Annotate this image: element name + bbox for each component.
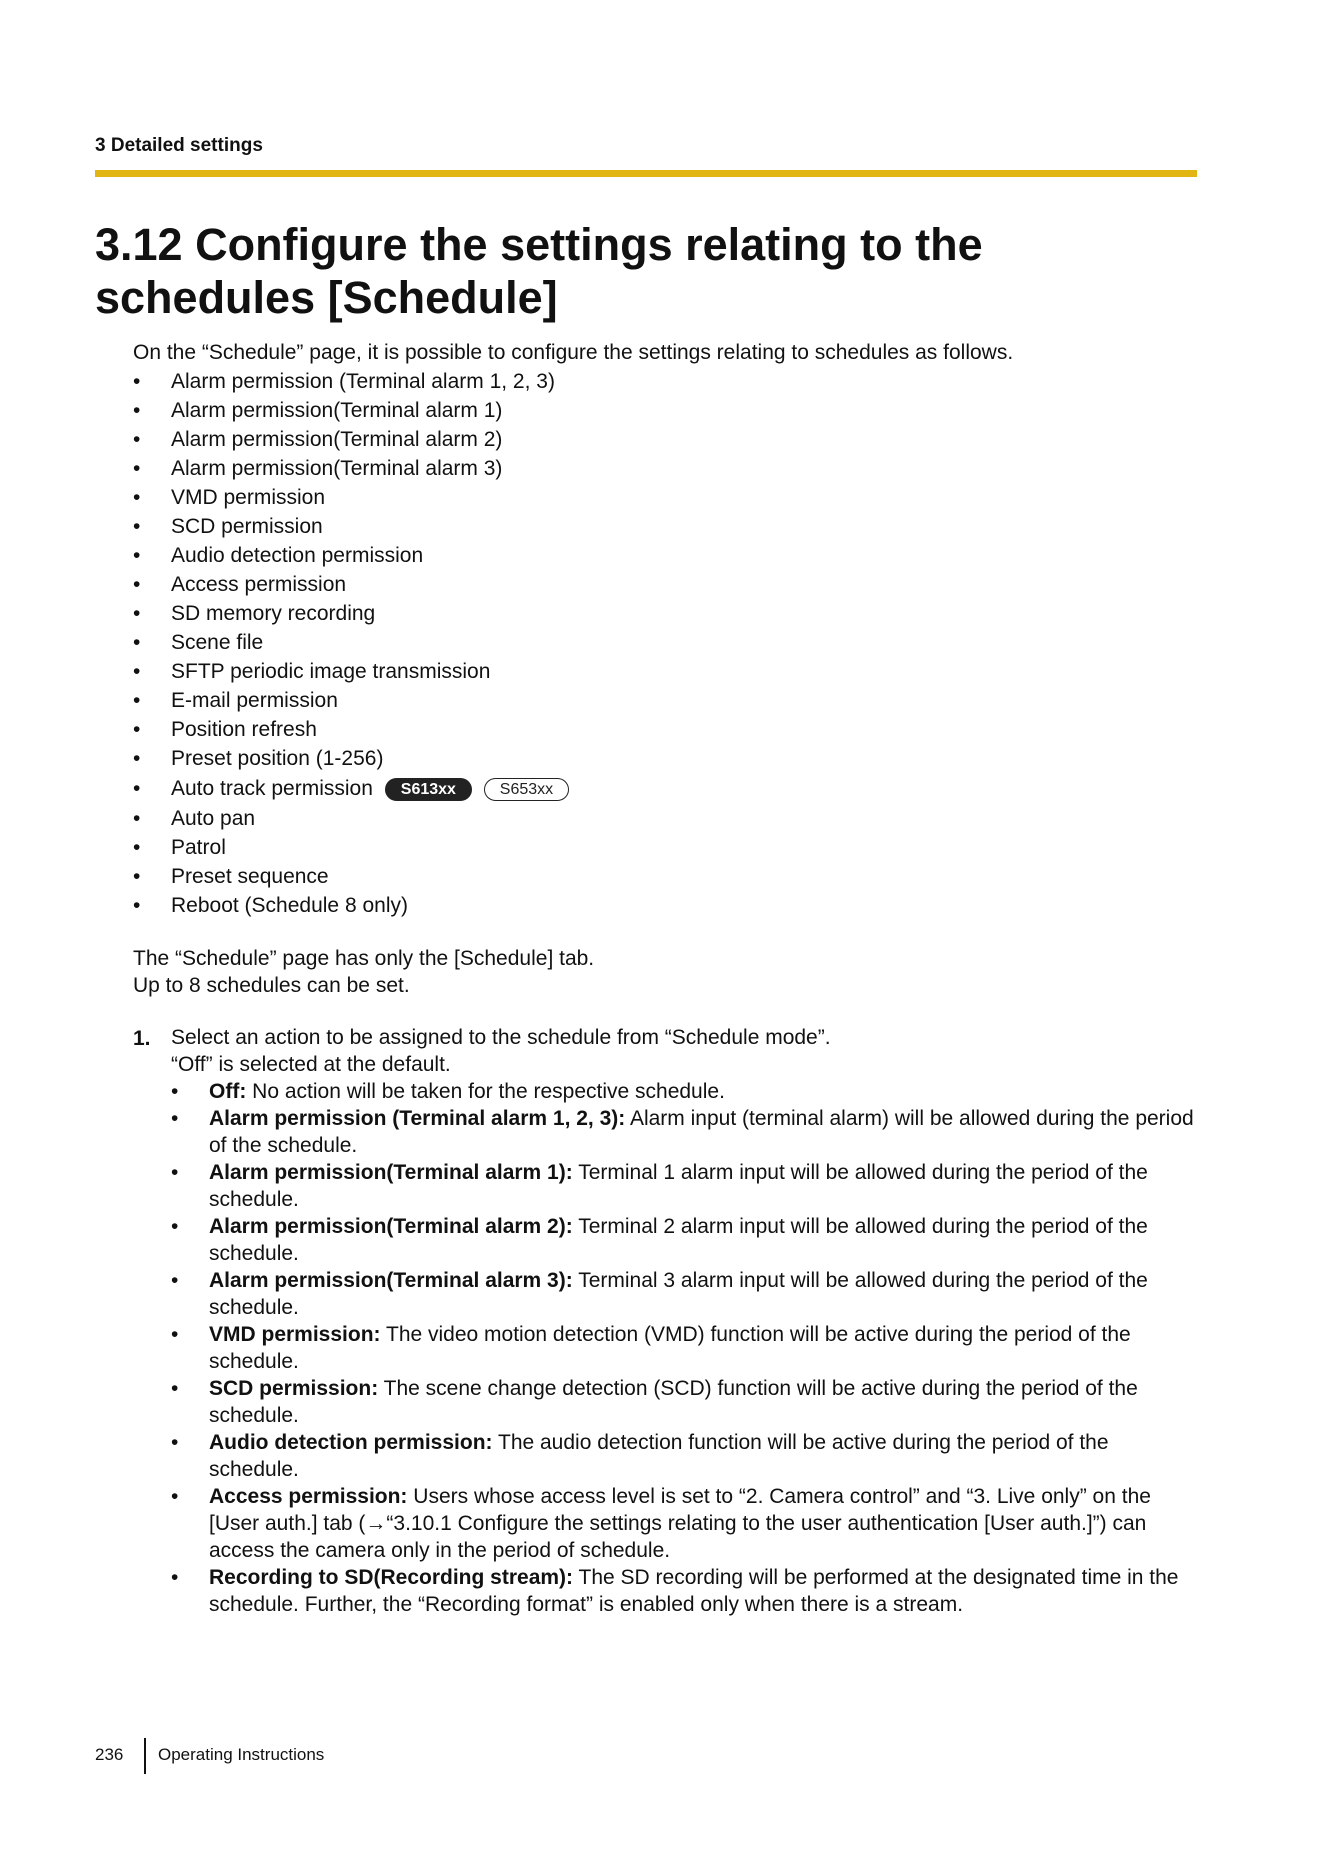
step-default-note: “Off” is selected at the default. — [171, 1053, 451, 1076]
bullet: • — [171, 1431, 179, 1454]
list-item: • SCD permission — [133, 512, 1203, 541]
bullet: • — [171, 1215, 179, 1238]
list-item: • Patrol — [133, 833, 1203, 862]
content — [133, 338, 1203, 1618]
bullet: • — [133, 573, 141, 596]
step-number: 1. — [133, 1027, 151, 1050]
bullet: • — [171, 1161, 179, 1184]
intro-text: On the “Schedule” page, it is possible to configure the settings relating to schedules as follows. — [133, 341, 1014, 364]
option-item: • SCD permission: The scene change detection (SCD) function will be active during the period of the schedule. — [171, 1377, 1138, 1427]
bullet: • — [133, 486, 141, 509]
bullet: • — [133, 399, 141, 422]
option-item: • Off: No action will be taken for the respective schedule. — [171, 1080, 725, 1103]
list-item: • E-mail permission — [133, 686, 1203, 715]
feature-list — [133, 367, 1203, 920]
list-item: • Preset sequence — [133, 862, 1203, 891]
bullet: • — [133, 457, 141, 480]
model-badge-outline: S653xx — [484, 778, 569, 801]
list-item: • Preset position (1-256) — [133, 744, 1203, 773]
note-text: Up to 8 schedules can be set. — [133, 974, 410, 997]
step-1 — [133, 1024, 1203, 1618]
bullet: • — [133, 689, 141, 712]
footer-doc-title: Operating Instructions — [158, 1745, 325, 1764]
bullet: • — [171, 1269, 179, 1292]
list-item: • Alarm permission(Terminal alarm 1) — [133, 396, 1203, 425]
list-item: • Reboot (Schedule 8 only) — [133, 891, 1203, 920]
bullet: • — [133, 631, 141, 654]
chapter-title: 3.12 Configure the settings relating to the schedules [Schedule] — [95, 219, 983, 323]
list-item: • Auto pan — [133, 804, 1203, 833]
bullet: • — [133, 894, 141, 917]
list-item: • Position refresh — [133, 715, 1203, 744]
step-body — [133, 1024, 1203, 1618]
footer-divider — [144, 1738, 146, 1774]
option-list — [171, 1078, 1203, 1618]
option-item: • Recording to SD(Recording stream): The SD recording will be performed at the designated time in the schedule. Further, the “Recording format” is enabled only when there is a stream. — [171, 1566, 1179, 1616]
section-label: 3 Detailed settings — [95, 135, 263, 156]
option-item: • Audio detection permission: The audio detection function will be active during the period of the schedule. — [171, 1431, 1109, 1481]
bullet: • — [133, 515, 141, 538]
list-item: • Alarm permission(Terminal alarm 3) — [133, 454, 1203, 483]
bullet: • — [133, 836, 141, 859]
bullet: • — [171, 1080, 179, 1103]
option-item: • Alarm permission(Terminal alarm 3): Terminal 3 alarm input will be allowed during the period of the schedule. — [171, 1269, 1148, 1319]
option-item: • Access permission: Users whose access level is set to “2. Camera control” and “3. Live only” on the [User auth.] tab (→“3.10.1 Configure the settings relating to the user authentication [User auth.]”) can access the camera only in the period of schedule. — [171, 1485, 1151, 1562]
option-item: • Alarm permission(Terminal alarm 1): Terminal 1 alarm input will be allowed during the period of the schedule. — [171, 1161, 1148, 1211]
bullet: • — [133, 777, 141, 800]
bullet: • — [133, 660, 141, 683]
bullet: • — [133, 370, 141, 393]
note-text: The “Schedule” page has only the [Schedule] tab. — [133, 947, 595, 970]
list-item: • Alarm permission (Terminal alarm 1, 2, 3) — [133, 367, 1203, 396]
bullet: • — [133, 428, 141, 451]
model-badge-filled: S613xx — [385, 778, 472, 801]
bullet: • — [171, 1377, 179, 1400]
bullet: • — [133, 807, 141, 830]
step-instruction: Select an action to be assigned to the schedule from “Schedule mode”. — [171, 1026, 831, 1049]
bullet: • — [133, 865, 141, 888]
list-item: • Auto track permission S613xx S653xx — [133, 773, 1203, 804]
bullet: • — [133, 602, 141, 625]
bullet: • — [171, 1485, 179, 1508]
list-item: • Scene file — [133, 628, 1203, 657]
bullet: • — [171, 1566, 179, 1589]
list-item: • Alarm permission(Terminal alarm 2) — [133, 425, 1203, 454]
list-item: • Access permission — [133, 570, 1203, 599]
bullet: • — [171, 1323, 179, 1346]
header-rule — [95, 170, 1197, 177]
bullet: • — [133, 747, 141, 770]
list-item: • SFTP periodic image transmission — [133, 657, 1203, 686]
option-item: • VMD permission: The video motion detection (VMD) function will be active during the period of the schedule. — [171, 1323, 1131, 1373]
list-item: • VMD permission — [133, 483, 1203, 512]
bullet: • — [133, 544, 141, 567]
list-item: • Audio detection permission — [133, 541, 1203, 570]
page-number: 236 — [95, 1745, 124, 1764]
option-item: • Alarm permission (Terminal alarm 1, 2, 3): Alarm input (terminal alarm) will be allowed during the period of the schedule. — [171, 1107, 1194, 1157]
list-item: • SD memory recording — [133, 599, 1203, 628]
bullet: • — [171, 1107, 179, 1130]
option-item: • Alarm permission(Terminal alarm 2): Terminal 2 alarm input will be allowed during the period of the schedule. — [171, 1215, 1148, 1265]
bullet: • — [133, 718, 141, 741]
